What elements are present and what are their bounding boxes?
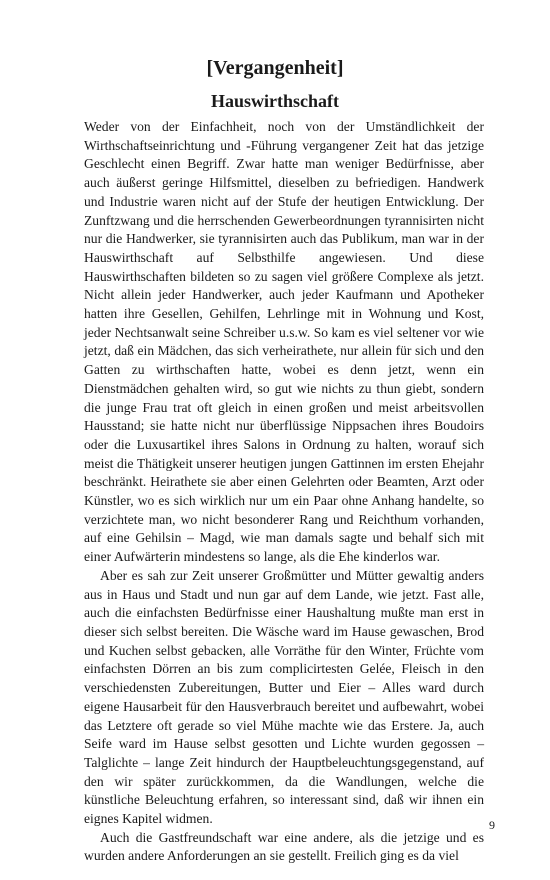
paragraph-2: Aber es sah zur Zeit unserer Großmütter und Mütter gewaltig anders aus in Haus und Stadt und nun gar auf dem Lande, wie jetzt. Fast alle, auch die einfachsten Bedürfnisse einer Haushaltung mußte man erst in dieser sich selbst bereiten. Die Wäsche ward im Hause gewaschen, Brod und Kuchen selbst gebacken, alle Vorräthe für den Winter, Früchte vom einfachsten Dörren an bis zum complicirtesten Gelée, Fleisch in den verschiedensten Zubereitungen, Butter und Eier – Alles ward durch eigene Hausarbeit für den Hausverbrauch bereitet und aufbewahrt, wobei das Letztere oft gerade so viel Mühe machte wie das Erstere. Ja, auch Seife ward im Hause selbst gesotten und Lichte wurden gegossen – Talglichte – lange Zeit hindurch der Hauptbeleuchtungsgegenstand, auf den wir später zurückkommen, da die Wandlungen, welche die künstliche Beleuchtung erfahren, so interessant sind, daß wir ihnen ein eignes Kapitel widmen. [84, 567, 484, 827]
chapter-title: Hauswirthschaft [210, 91, 339, 111]
paragraph-3: Auch die Gastfreundschaft war eine andere, als die jetzige und es wurden andere Anforderungen an sie gestellt. Freilich ging es da viel [84, 829, 484, 864]
page-number: 9 [489, 818, 495, 832]
section-title: [Vergangenheit] [206, 57, 344, 79]
body-text [84, 118, 484, 866]
paragraph-1: Weder von der Einfachheit, noch von der Umständlichkeit der Wirthschaftseinrichtung und -Führung vergangener Zeit hat das jetzige Geschlecht einen Begriff. Zwar hatte man weniger Bedürfnisse, aber auch äußerst geringe Hilfsmittel, dieselben zu befriedigen. Handwerk und Industrie waren nicht auf der Stufe der heutigen Entwicklung. Der Zunftzwang und die herrschenden Gewerbeordnungen tyrannisirten nicht nur die Handwerker, sie tyrannisirten auch das Publikum, man war in der Hauswirthschaft auf Selbsthilfe angewiesen. Und diese Hauswirthschaften bildeten so zu sagen viel größere Complexe als jetzt. Nicht allein jeder Handwerker, auch jeder Kaufmann und Apotheker hatten ihre Gesellen, Gehilfen, Lehrlinge mit in Wohnung und Kost, jeder Nechtsanwalt seine Schreiber u.s.w. So kam es viel seltener vor wie jetzt, daß ein Mädchen, das sich verheirathete, nur allein für sich und den Gatten zu wirthschaften hatte, wobei es denn jetzt, wenn ein Dienstmädchen gehalten wird, so gut wie nichts zu thun giebt, sondern die junge Frau trat oft gleich in einen großen und meist arbeitsvollen Hausstand; sie hatte nicht nur überflüssige Nippsachen ihres Boudoirs oder die Luxusartikel ihres Salons in Ordnung zu halten, worauf sich meist die Thätigkeit unserer heutigen jungen Gattinnen im ersten Ehejahr beschränkt. Heirathete sie aber einen Gelehrten oder Beamten, Arzt oder Künstler, wo es sich wirklich nur um ein Paar ohne Anhang handelte, so verzichtete man, wo nicht besonderer Rang und Reichthum vorhanden, auf eine Gehilsin – Magd, wie man damals sagte und behalf sich mit einer Aufwärterin mindestens so lange, als die Ehe kinderlos war. [84, 119, 484, 565]
